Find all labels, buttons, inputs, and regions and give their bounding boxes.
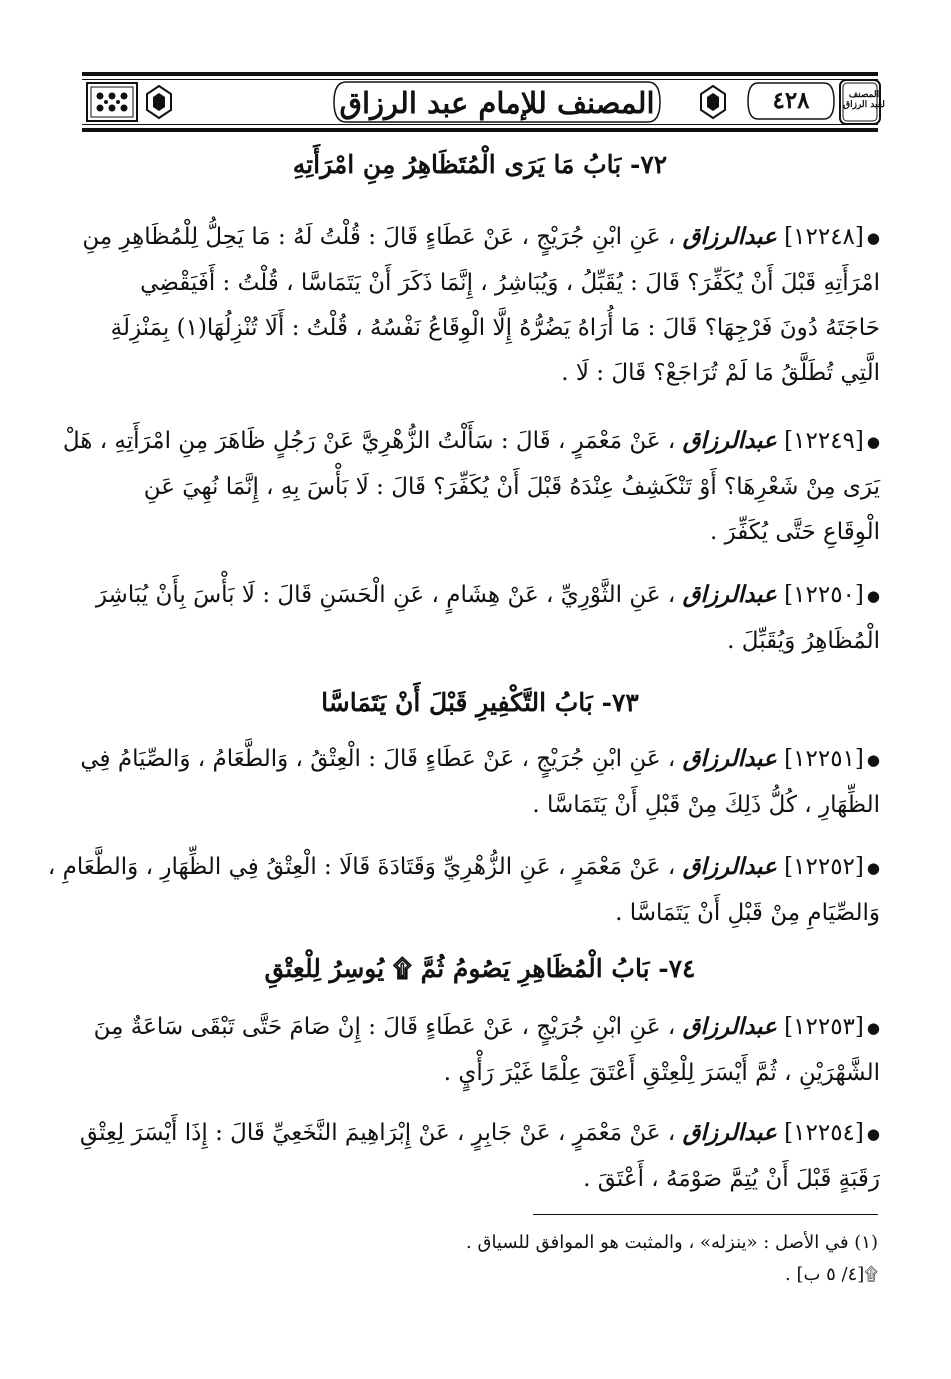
left-ornament-icon — [86, 82, 138, 122]
entry-line — [47, 844, 880, 891]
entry-text: ، عَنِ الثَّوْرِيِّ ، عَنْ هِشَامٍ ، عَنِ الْحَسَنِ قَالَ : لَا بَأْسَ بِأَنْ يُبَاشِرَ — [95, 582, 676, 608]
footnote-1: (١) في الأصل : «ينزله» ، والمثبت هو الموافق للسياق . — [466, 1232, 878, 1253]
entry-line: امْرَأَتِهِ قَبْلَ أَنْ يُكَفِّرَ؟ قَالَ : يُقَبِّلُ ، وَيُبَاشِرُ ، إِنَّمَا ذَكَرَ أَنْ يَتَمَاسَّا ، قُلْتُ : أَفَيَقْضِي — [140, 269, 880, 296]
entry-text: ، عَنِ ابْنِ جُرَيْجٍ ، عَنْ عَطَاءٍ قَالَ : قُلْتُ لَهُ : مَا يَحِلُّ لِلْمُظَاهِرِ مِنِ — [82, 224, 676, 250]
source-name: عبدالرزاق — [682, 1013, 777, 1040]
hadith-entry-12251 — [82, 736, 880, 828]
entry-line: وَالصِّيَامِ مِنْ قَبْلِ أَنْ يَتَمَاسَّا . — [615, 899, 880, 926]
bullet-icon: ● — [866, 1018, 880, 1037]
entry-line: الظِّهَارِ ، كُلُّ ذَلِكَ مِنْ قَبْلِ أَنْ يَتَمَاسَّا . — [532, 791, 880, 818]
hadith-number: [١٢٢٥٤] — [784, 1120, 864, 1146]
hadith-entry-12248 — [82, 214, 880, 396]
source-name: عبدالرزاق — [682, 745, 777, 772]
hadith-number: [١٢٢٥١] — [784, 746, 864, 772]
left-medallion-icon — [144, 84, 174, 120]
bullet-icon: ● — [866, 858, 880, 877]
entry-line: الْوِقَاعِ حَتَّى يُكَفِّرَ . — [709, 518, 880, 545]
entry-line: الْمُظَاهِرُ وَيُقَبِّلَ . — [727, 627, 880, 654]
hadith-entry-12252 — [47, 844, 880, 936]
hadith-number: [١٢٢٤٨] — [784, 224, 864, 250]
page-header — [82, 72, 885, 132]
source-name: عبدالرزاق — [682, 853, 777, 880]
entry-text: ، عَنْ مَعْمَرٍ ، عَنِ الزُّهْرِيِّ وَقَتَادَةَ قَالَا : الْعِتْقُ فِي الظِّهَارِ ، وَالطَّعَامِ ، — [47, 854, 676, 880]
source-name: عبدالرزاق — [682, 1119, 777, 1146]
hadith-number: [١٢٢٥٢] — [784, 854, 864, 880]
entry-line — [82, 572, 880, 619]
source-name: عبدالرزاق — [682, 581, 777, 608]
entry-text: ، عَنْ مَعْمَرٍ ، قَالَ : سَأَلْتُ الزُّهْرِيَّ عَنْ رَجُلٍ ظَاهَرَ مِنِ امْرَأَتِهِ ، هَلْ — [62, 428, 676, 454]
entry-text: ، عَنِ ابْنِ جُرَيْجٍ ، عَنْ عَطَاءٍ قَالَ : الْعِتْقُ ، وَالطَّعَامُ ، وَالصِّيَامُ فِي — [80, 746, 676, 772]
right-medallion-icon — [698, 84, 728, 120]
hadith-number: [١٢٢٥٣] — [784, 1014, 864, 1040]
bullet-icon: ● — [866, 586, 880, 605]
entry-text: ، عَنِ ابْنِ جُرَيْجٍ ، عَنْ عَطَاءٍ قَالَ : إِنْ صَامَ حَتَّى تَبْقَى سَاعَةٌ مِنَ — [93, 1014, 676, 1040]
bullet-icon: ● — [866, 432, 880, 451]
entry-text: ، عَنْ مَعْمَرٍ ، عَنْ جَابِرٍ ، عَنْ إِبْرَاهِيمَ النَّخَعِيِّ قَالَ : إِذَا أَيْسَرَ لِعِتْقِ — [79, 1120, 676, 1146]
entry-line: يَرَى مِنْ شَعْرِهَا؟ أَوْ تَنْكَشِفُ عِنْدَهُ قَبْلَ أَنْ يُكَفِّرَ؟ قَالَ : لَا بَأْسَ بِهِ ، إِنَّمَا نُهِيَ عَنِ — [143, 473, 880, 500]
entry-line: الَّتِي تُطَلَّقُ مَا لَمْ تُرَاجَعْ؟ قَالَ : لَا . — [561, 359, 880, 386]
hadith-entry-12249 — [62, 418, 880, 555]
hadith-entry-12253 — [82, 1004, 880, 1096]
hadith-number: [١٢٢٤٩] — [784, 428, 864, 454]
source-name: عبدالرزاق — [682, 223, 777, 250]
chapter-heading-74: ٧٤- بَابُ الْمُظَاهِرِ يَصُومُ ثُمَّ ۩ يُوسِرُ لِلْعِتْقِ — [264, 954, 696, 983]
entry-line — [82, 736, 880, 783]
entry-line — [82, 1004, 880, 1051]
hadith-entry-12250 — [82, 572, 880, 664]
page-number-cartouche — [746, 81, 836, 121]
header-title-cartouche — [332, 80, 662, 124]
hadith-entry-12254 — [79, 1110, 880, 1202]
entry-line — [79, 1110, 880, 1157]
emblem-text: المصنف لعبد الرزاق — [843, 90, 885, 110]
header-title: المصنف للإمام عبد الرزاق — [339, 86, 655, 120]
chapter-heading-73: ٧٣- بَابُ التَّكْفِيرِ قَبْلَ أَنْ يَتَمَاسَّا — [321, 688, 639, 717]
bullet-icon: ● — [866, 1124, 880, 1143]
bullet-icon: ● — [866, 228, 880, 247]
entry-line — [82, 214, 880, 261]
footnote-2: ۩[٤/ ٥ ب] . — [785, 1264, 878, 1285]
source-name: عبدالرزاق — [682, 427, 777, 454]
book-emblem — [838, 78, 885, 126]
footnote-separator — [533, 1214, 878, 1215]
hadith-number: [١٢٢٥٠] — [784, 582, 864, 608]
entry-line: رَقَبَةٍ قَبْلَ أَنْ يُتِمَّ صَوْمَهُ ، أَعْتَقَ . — [583, 1165, 880, 1192]
page-number: ٤٢٨ — [772, 87, 810, 114]
entry-line — [62, 418, 880, 465]
entry-line: حَاجَتَهُ دُونَ فَرْجِهَا؟ قَالَ : مَا أُرَاهُ يَضُرُّهُ إِلَّا الْوِقَاعُ نَفْسُهُ ، قُلْتُ : أَلَا تُنْزِلُهَا(١) بِمَنْزِلَةِ — [110, 314, 880, 341]
chapter-heading-72: ٧٢- بَابُ مَا يَرَى الْمُتَظَاهِرُ مِنِ امْرَأَتِهِ — [292, 150, 668, 179]
entry-line: الشَّهْرَيْنِ ، ثُمَّ أَيْسَرَ لِلْعِتْقِ أَعْتَقَ عِلْمًا غَيْرَ رَأْيٍ . — [443, 1059, 880, 1086]
bullet-icon: ● — [866, 750, 880, 769]
